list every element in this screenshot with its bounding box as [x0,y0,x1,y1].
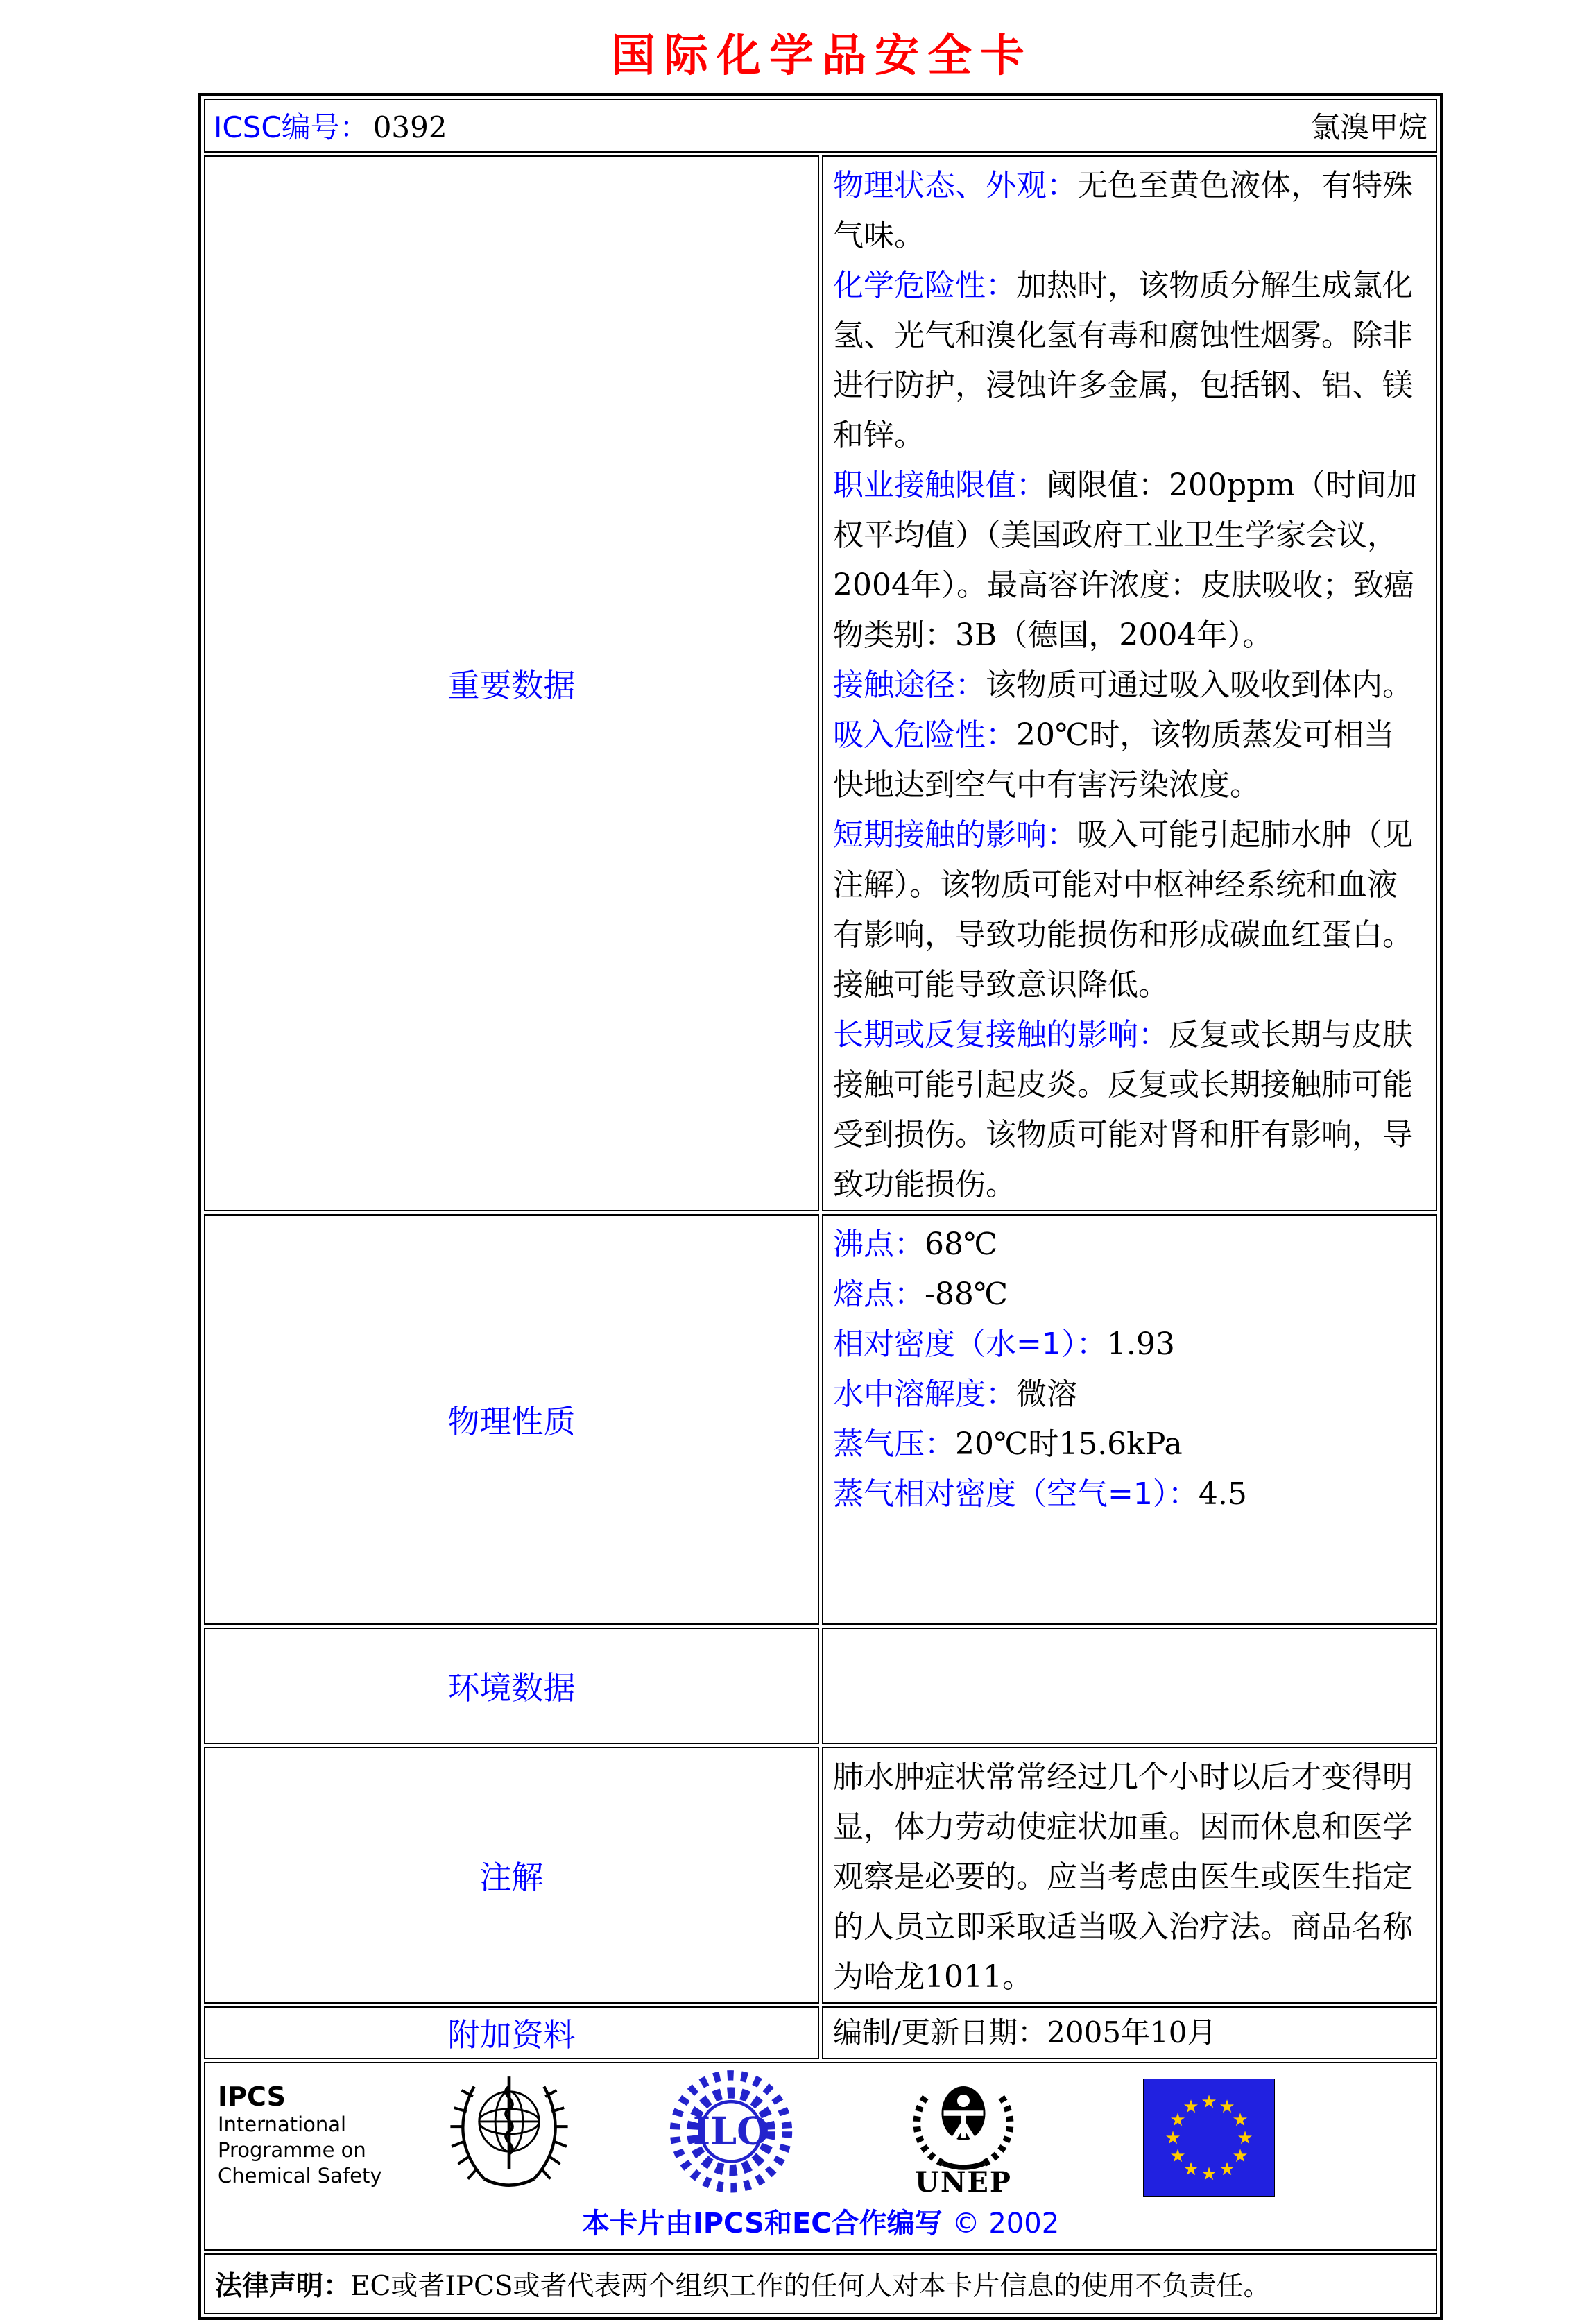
physical-item [833,1469,1425,1519]
important-item [833,810,1425,1010]
important-item [833,710,1425,810]
svg-text:★: ★ [1219,2159,1235,2180]
item-label: 蒸气压： [833,1426,955,1462]
section-label-physical-properties: 物理性质 [204,1214,819,1625]
chemical-name: 氯溴甲烷 [1310,110,1427,144]
svg-text:ILO: ILO [692,2108,770,2153]
logos-cell [204,2062,1437,2251]
section-label-environmental-data: 环境数据 [204,1628,819,1744]
item-text: 该物质可通过吸入吸收到体内。 [986,667,1413,703]
item-text: 反复或长期与皮肤接触可能引起皮炎。反复或长期接触肺可能受到损伤。该物质可能对肾和肝有影响，导致功能损伤。 [833,1017,1413,1202]
additional-info-content [822,2006,1437,2059]
section-label-important-data: 重要数据 [204,155,819,1211]
ipcs-line: International [218,2113,347,2136]
item-label: 熔点： [833,1277,925,1312]
credit-text: 本卡片由IPCS和EC合作编写 [581,2208,943,2240]
item-label: 沸点： [833,1227,925,1262]
item-text: 1.93 [1106,1327,1175,1362]
physical-item [833,1320,1425,1370]
item-text: -88℃ [925,1277,1009,1312]
svg-text:★: ★ [1169,2110,1186,2131]
ipcs-line: Chemical Safety [218,2164,382,2187]
svg-text:★: ★ [1232,2146,1249,2167]
item-label: 吸入危险性： [833,717,1016,753]
icsc-number-group [214,105,447,146]
physical-item [833,1419,1425,1469]
item-label: 相对密度（水=1）： [833,1327,1107,1362]
header-cell [204,99,1437,153]
item-text: 阈限值：200ppm（时间加权平均值）（美国政府工业卫生学家会议，2004年）。最高容许浓度：皮肤吸收；致癌物类别：3B（德国，2004年）。 [833,468,1418,653]
item-label: 短期接触的影响： [833,817,1077,853]
logos-row [204,2062,1437,2251]
item-label: 水中溶解度： [833,1376,1016,1412]
svg-text:★: ★ [1169,2146,1186,2167]
environmental-data-content [822,1628,1437,1744]
notes-text: 肺水肿症状常常经过几个小时以后才变得明显，体力劳动使症状加重。因而休息和医学观察是必要的。应当考虑由医生或医生指定的人员立即采取适当吸入治疗法。商品名称为哈龙1011。 [833,1759,1413,1995]
item-label: 职业接触限值： [833,468,1047,503]
legal-cell [204,2253,1437,2314]
section-label-additional-info: 附加资料 [204,2006,819,2059]
icsc-table [198,93,1443,2320]
physical-item [833,1270,1425,1320]
header-row [204,99,1437,153]
item-text: 吸入可能引起肺水肿（见注解）。该物质可能对中枢神经系统和血液有影响，导致功能损伤和形成碳血红蛋白。接触可能导致意识降低。 [833,817,1413,1003]
legal-text: EC或者IPCS或者代表两个组织工作的任何人对本卡片信息的使用不负责任。 [350,2271,1271,2302]
who-icon [447,2069,572,2201]
item-label: 接触途径： [833,667,986,703]
item-text: 20℃时15.6kPa [955,1426,1183,1462]
item-label: 物理状态、外观： [833,168,1077,203]
important-data-content [822,155,1437,1211]
unep-icon [911,2067,1015,2197]
eu-flag-icon [1143,2079,1275,2199]
physical-item [833,1370,1425,1419]
item-text: 微溶 [1016,1376,1077,1412]
important-data-row [204,155,1437,1211]
svg-text:★: ★ [1183,2159,1199,2180]
item-label: 蒸气相对密度（空气=1）： [833,1476,1199,1512]
item-text: 4.5 [1198,1476,1247,1512]
svg-text:★: ★ [1201,2092,1217,2113]
notes-row [204,1747,1437,2004]
ipcs-line: Programme on [218,2138,366,2162]
item-text: 68℃ [925,1227,998,1262]
notes-content [822,1747,1437,2004]
page-title: 国际化学品安全卡 [611,30,1033,82]
copyright-text: © 2002 [952,2208,1060,2240]
icsc-number-value: 0392 [372,110,447,144]
ipcs-text-block [218,2081,382,2189]
update-date-text: 编制/更新日期：2005年10月 [833,2015,1217,2049]
svg-text:★: ★ [1183,2097,1199,2117]
legal-row [204,2253,1437,2314]
icsc-number-label: ICSC编号： [214,110,369,144]
unep-label: UNEP [914,2166,1012,2199]
item-text: 无色至黄色液体，有特殊气味。 [833,168,1413,253]
important-item [833,261,1425,461]
svg-text:★: ★ [1219,2097,1235,2117]
item-text: 加热时，该物质分解生成氯化氢、光气和溴化氢有毒和腐蚀性烟雾。除非进行防护，浸蚀许多金属，包括钢、铝、镁和锌。 [833,268,1413,453]
item-label: 长期或反复接触的影响： [833,1017,1169,1052]
physical-item [833,1220,1425,1270]
important-item [833,161,1425,261]
important-item [833,1010,1425,1210]
additional-info-row [204,2006,1437,2059]
ilo-icon [669,2069,793,2201]
svg-text:★: ★ [1201,2164,1217,2185]
svg-text:★: ★ [1232,2110,1249,2131]
svg-text:★: ★ [1237,2128,1253,2149]
physical-properties-row [204,1214,1437,1625]
credit-line [205,2201,1436,2241]
item-text: 20℃时，该物质蒸发可相当快地达到空气中有害污染浓度。 [833,717,1395,803]
ipcs-acronym: IPCS [218,2081,286,2112]
item-label: 化学危险性： [833,268,1016,303]
important-item [833,461,1425,660]
environmental-data-row [204,1628,1437,1744]
important-item [833,660,1425,710]
icsc-card-page [0,29,1596,2302]
svg-text:★: ★ [1165,2128,1181,2149]
section-label-notes: 注解 [204,1747,819,2004]
physical-properties-content [822,1214,1437,1625]
legal-label: 法律声明： [215,2271,351,2302]
